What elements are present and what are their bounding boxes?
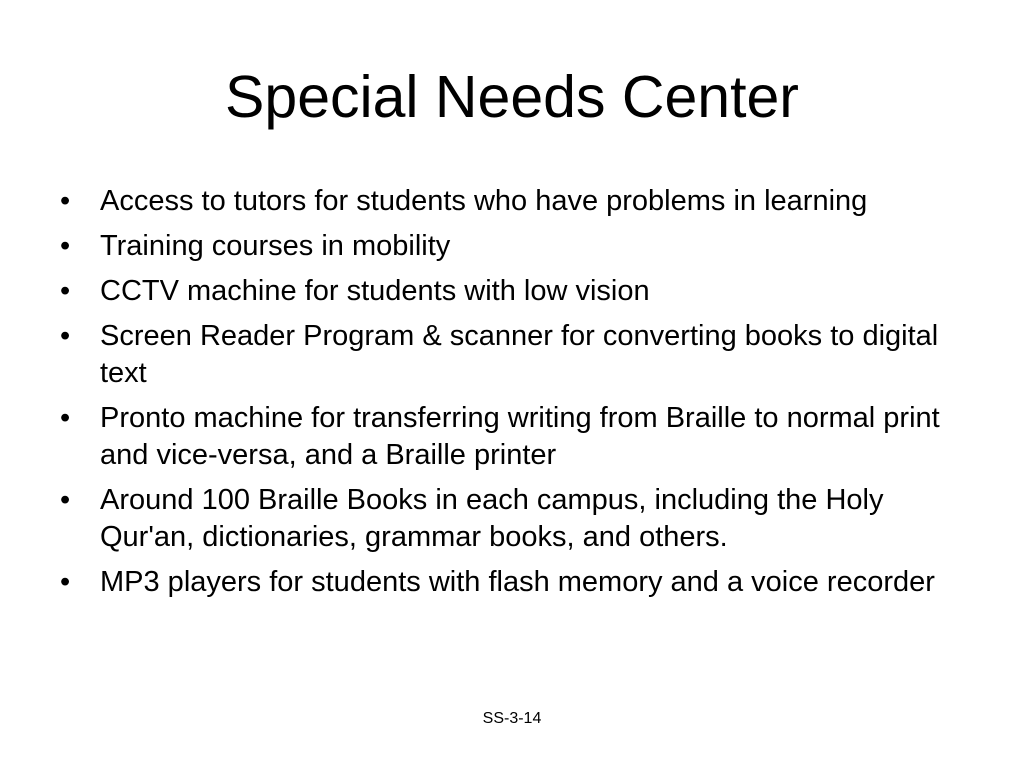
bullet-marker: • bbox=[60, 402, 71, 434]
bullet-list bbox=[60, 183, 970, 609]
bullet-item bbox=[60, 183, 970, 220]
bullet-text: Access to tutors for students who have problems in learning bbox=[100, 185, 868, 217]
bullet-item bbox=[60, 482, 970, 556]
bullet-text: Screen Reader Program & scanner for converting books to digital text bbox=[100, 320, 939, 389]
bullet-item bbox=[60, 564, 970, 601]
bullet-item bbox=[60, 228, 970, 265]
slide-title: Special Needs Center bbox=[225, 64, 799, 130]
bullet-item bbox=[60, 318, 970, 392]
bullet-marker: • bbox=[60, 566, 71, 598]
bullet-item bbox=[60, 273, 970, 310]
bullet-marker: • bbox=[60, 230, 71, 262]
bullet-text: Pronto machine for transferring writing from Braille to normal print and vice-versa, and a Braille printer bbox=[100, 402, 940, 471]
bullet-marker: • bbox=[60, 320, 71, 352]
bullet-item bbox=[60, 400, 970, 474]
bullet-text: Around 100 Braille Books in each campus, including the Holy Qur'an, dictionaries, grammar books, and others. bbox=[100, 484, 884, 553]
bullet-text: CCTV machine for students with low vision bbox=[100, 275, 650, 307]
slide-footer: SS-3-14 bbox=[482, 710, 542, 727]
bullet-text: MP3 players for students with flash memory and a voice recorder bbox=[100, 566, 935, 598]
bullet-marker: • bbox=[60, 185, 71, 217]
bullet-marker: • bbox=[60, 275, 71, 307]
bullet-marker: • bbox=[60, 484, 71, 516]
bullet-text: Training courses in mobility bbox=[100, 230, 451, 262]
